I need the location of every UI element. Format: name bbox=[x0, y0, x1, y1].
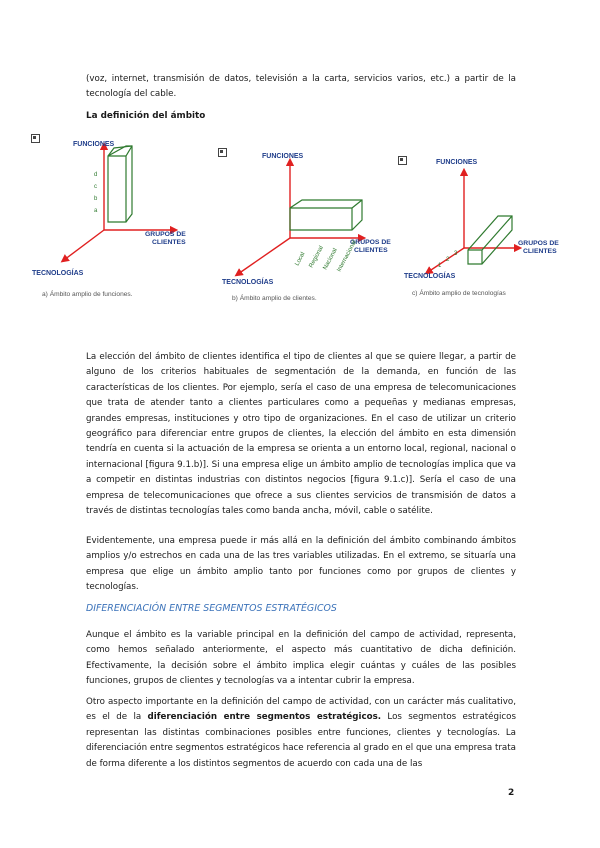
figure-c-diagram bbox=[398, 150, 588, 290]
tick-local: Local bbox=[294, 251, 307, 267]
z-axis-label: TECNOLOGÍAS bbox=[32, 270, 84, 277]
scope-box bbox=[468, 216, 512, 264]
y-axis-label: FUNCIONES bbox=[436, 159, 478, 166]
figure-b-caption: b) Ámbito amplio de clientes. bbox=[232, 295, 317, 302]
y-axis-label: FUNCIONES bbox=[262, 153, 304, 160]
figure-b-diagram bbox=[212, 144, 402, 304]
z-axis bbox=[64, 230, 104, 260]
figure-a-diagram bbox=[28, 130, 208, 290]
x-axis-label-2: CLIENTES bbox=[152, 239, 186, 246]
intro-text: (voz, internet, transmisión de datos, televisión a la carta, servicios varios, etc.) a partir de la tecnología del cable. bbox=[86, 74, 516, 100]
heading-definicion-ambito: La definición del ámbito bbox=[86, 111, 206, 121]
y-axis-label: FUNCIONES bbox=[73, 141, 115, 148]
scope-box bbox=[108, 146, 132, 222]
x-axis-label-1: GRUPOS DE bbox=[518, 240, 559, 247]
x-axis-label-1: GRUPOS DE bbox=[350, 239, 391, 246]
tick-regional: Regional bbox=[308, 245, 325, 269]
page-number: 2 bbox=[508, 788, 515, 798]
scope-box bbox=[290, 200, 362, 230]
z-axis-label: TECNOLOGÍAS bbox=[222, 279, 274, 286]
x-axis-label-2: CLIENTES bbox=[523, 248, 557, 255]
tick-nacional: Nacional bbox=[322, 247, 339, 271]
tick-d: d bbox=[94, 172, 98, 178]
tick-2: 2 bbox=[446, 257, 450, 263]
tick-c: c bbox=[94, 184, 97, 190]
paragraph-aunque: Aunque el ámbito es la variable principal en la definición del campo de actividad, representa, como hemos señalado anteriormente, el aspecto más cuantitativo de dicha definición. Efectivamente, la decisión sobre el ámbito implica elegir cuántas y cuáles de las posibles funciones, grupos de clientes y tecnologías va a intentar cubrir la empresa. bbox=[86, 630, 516, 687]
tick-b: b bbox=[94, 196, 98, 202]
paragraph-evidentemente: Evidentemente, una empresa puede ir más allá en la definición del ámbito combinando ámbitos amplios y/o estrechos en cada una de las tres variables utilizadas. En el extremo, se situaría una empresa que elige un ámbito amplio tanto por funciones como por grupos de clientes y tecnologías. bbox=[86, 536, 516, 593]
paragraph-ambito-clientes: La elección del ámbito de clientes identifica el tipo de clientes al que se quiere llegar, a partir de alguno de los criterios habituales de segmentación de la demanda, en función de las características de los clientes. Por ejemplo, sería el caso de una empresa de telecomunicaciones que trata de atender tanto a clientes particulares como a pequeñas y medianas empresas, grandes empresas, instituciones y otro tipo de organizaciones. En el caso de utilizar un criterio geográfico para diferenciar entre grupos de clientes, la elección del ámbito en esta dimensión tendría en cuenta si la actuación de la empresa se orienta a un entorno local, regional, nacional o internacional [figura 9.1.b)]. Si una empresa elige un ámbito amplio de tecnologías implica que va a competir en distintas industrias con distintos negocios [figura 9.1.c)]. Sería el caso de una empresa de telecomunicaciones que ofrece a sus clientes servicios de transmisión de datos a través de distintas tecnologías tales como banda ancha, móvil, cable o satélite. bbox=[86, 352, 516, 517]
heading-diferenciacion: DIFERENCIACIÓN ENTRE SEGMENTOS ESTRATÉGICOS bbox=[86, 603, 337, 614]
paragraph-otro-aspecto: Otro aspecto importante en la definición del campo de actividad, con un carácter más cualitativo, es el de la diferenciación entre segmentos estratégicos. Los segmentos estratégicos representan las distintas combinaciones posibles entre funciones, clientes y tecnologías. La diferenciación entre segmentos estratégicos hace referencia al grado en el que una empresa trata de forma diferente a los distintos segmentos de acuerdo con cada una de las bbox=[86, 697, 516, 769]
tick-3: 3 bbox=[454, 251, 458, 257]
x-axis-label-1: GRUPOS DE bbox=[145, 231, 186, 238]
x-axis-label-2: CLIENTES bbox=[354, 247, 388, 254]
z-axis-label: TECNOLOGÍAS bbox=[404, 273, 456, 280]
bold-term: diferenciación entre segmentos estratégicos. bbox=[147, 712, 382, 723]
figure-c-caption: c) Ámbito amplio de tecnologías bbox=[412, 290, 506, 297]
tick-1: 1 bbox=[438, 263, 442, 269]
figure-a-caption: a) Ámbito amplio de funciones. bbox=[42, 291, 133, 298]
tick-a: a bbox=[94, 208, 98, 214]
z-axis bbox=[238, 238, 290, 274]
tick-internacional: Internacional bbox=[336, 239, 358, 273]
